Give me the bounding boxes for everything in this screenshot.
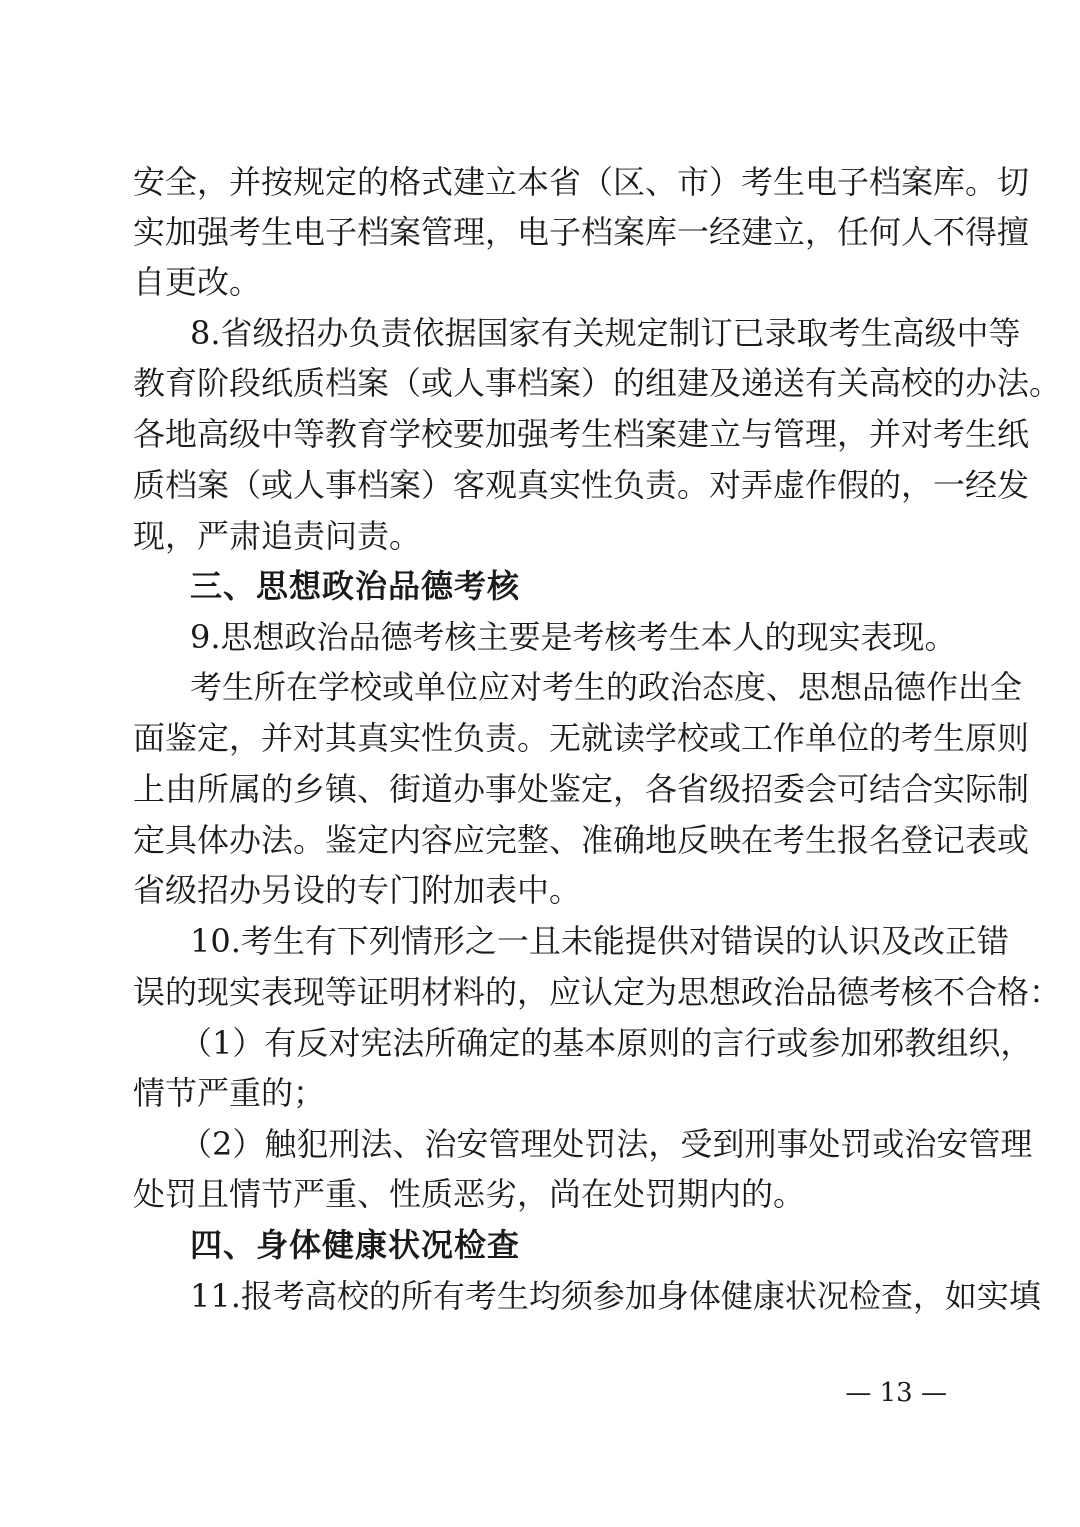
body-line: 质档案（或人事档案）客观真实性负责。对弄虚作假的，一经发 [133, 466, 1030, 504]
body-line: 各地高级中等教育学校要加强考生档案建立与管理，并对考生纸 [133, 415, 1030, 453]
body-line: 11.报考高校的所有考生均须参加身体健康状况检查，如实填 [190, 1277, 1041, 1315]
body-line: 9.思想政治品德考核主要是考核考生本人的现实表现。 [190, 618, 957, 656]
body-line: 现，严肃追责问责。 [133, 517, 422, 555]
body-line: 面鉴定，并对其真实性负责。无就读学校或工作单位的考生原则 [133, 719, 1030, 757]
body-line: 实加强考生电子档案管理，电子档案库一经建立，任何人不得擅 [133, 213, 1030, 251]
body-line: 处罚且情节严重、性质恶劣，尚在处罚期内的。 [133, 1175, 806, 1213]
body-line: 误的现实表现等证明材料的，应认定为思想政治品德考核不合格： [133, 973, 1062, 1011]
body-line: 情节严重的； [133, 1074, 326, 1112]
page-number: — 13 — [845, 1378, 947, 1408]
body-line: （1）有反对宪法所确定的基本原则的言行或参加邪教组织， [180, 1024, 1033, 1062]
body-line: 教育阶段纸质档案（或人事档案）的组建及递送有关高校的办法。 [133, 364, 1062, 402]
section-heading: 三、思想政治品德考核 [190, 567, 521, 605]
body-line: 8.省级招办负责依据国家有关规定制订已录取考生高级中等 [190, 314, 1021, 352]
body-line: 省级招办另设的专门附加表中。 [133, 871, 582, 909]
body-line: 自更改。 [133, 263, 262, 301]
body-line: 定具体办法。鉴定内容应完整、准确地反映在考生报名登记表或 [133, 821, 1030, 859]
body-line: 10.考生有下列情形之一且未能提供对错误的认识及改正错 [190, 922, 1009, 960]
body-line: 考生所在学校或单位应对考生的政治态度、思想品德作出全 [190, 668, 1023, 706]
section-heading: 四、身体健康状况检查 [190, 1226, 521, 1264]
body-line: 安全，并按规定的格式建立本省（区、市）考生电子档案库。切 [133, 163, 1030, 201]
body-line: （2）触犯刑法、治安管理处罚法，受到刑事处罚或治安管理 [180, 1125, 1033, 1163]
body-line: 上由所属的乡镇、街道办事处鉴定，各省级招委会可结合实际制 [133, 770, 1030, 808]
